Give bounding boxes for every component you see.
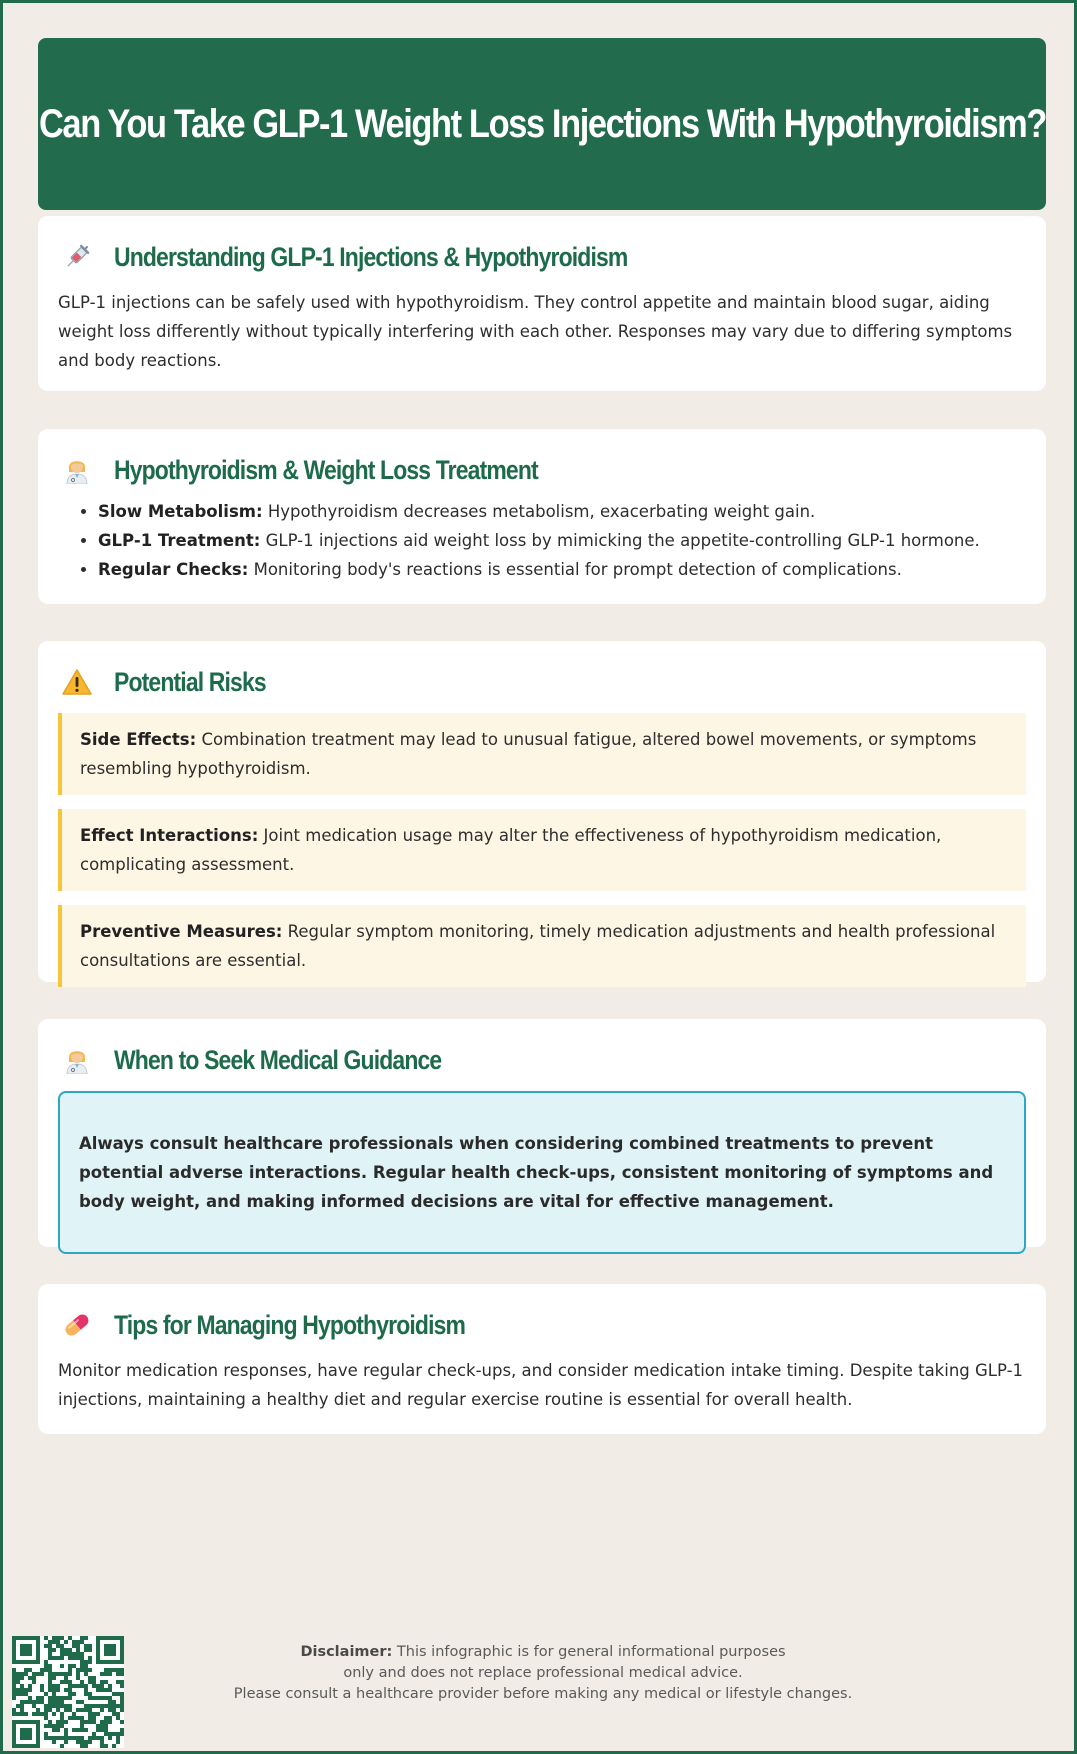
section-header [58, 240, 1026, 274]
syringe-icon [62, 242, 92, 272]
page-title: Can You Take GLP-1 Weight Loss Injections With Hypothyroidism? [38, 101, 1046, 146]
section-guidance [38, 1019, 1046, 1247]
section-understanding [38, 216, 1046, 391]
list-item: • Regular Checks: Monitoring body's reactions is essential for prompt detection of complications. [98, 555, 1026, 584]
section-heading: Hypothyroidism & Weight Loss Treatment [114, 454, 538, 485]
disclaimer [203, 1642, 883, 1705]
section-header [58, 453, 1026, 487]
pill-icon [62, 1310, 92, 1340]
disclaimer-line: Disclaimer: This infographic is for general informational purposes [300, 1644, 786, 1660]
section-heading: When to Seek Medical Guidance [114, 1044, 442, 1075]
risk-list [58, 713, 1026, 987]
section-treatment [38, 429, 1046, 604]
risk-item: Side Effects: Combination treatment may lead to unusual fatigue, altered bowel movements, or symptoms resembling hypothyroidism. [58, 713, 1026, 795]
risk-item: Preventive Measures: Regular symptom monitoring, timely medication adjustments and health professional consultations are essential. [58, 905, 1026, 987]
list-item: • GLP-1 Treatment: GLP-1 injections aid weight loss by mimicking the appetite-controlling GLP-1 hormone. [98, 526, 1026, 555]
section-text: Monitor medication responses, have regular check-ups, and consider medication intake timing. Despite taking GLP-1 injections, maintaining a healthy diet and regular exercise routine is essential for overall health. [58, 1361, 1024, 1409]
qr-code [12, 1636, 124, 1748]
section-header [58, 1043, 1026, 1077]
list-item: • Slow Metabolism: Hypothyroidism decreases metabolism, exacerbating weight gain. [98, 497, 1026, 526]
title-banner [38, 38, 1046, 210]
doctor-icon [62, 455, 92, 485]
section-heading: Potential Risks [114, 666, 266, 697]
section-header [58, 665, 1026, 699]
section-risks [38, 641, 1046, 982]
section-text: GLP-1 injections can be safely used with hypothyroidism. They control appetite and maintain blood sugar, aiding weight loss differently without typically interfering with each other. Responses may vary due to differing symptoms and body reactions. [58, 293, 1013, 370]
section-header [58, 1308, 1026, 1342]
section-heading: Understanding GLP-1 Injections & Hypothyroidism [114, 241, 628, 272]
disclaimer-line: only and does not replace professional medical advice. [343, 1665, 743, 1681]
warning-icon [62, 667, 92, 697]
section-heading: Tips for Managing Hypothyroidism [114, 1309, 466, 1340]
section-tips [38, 1284, 1046, 1434]
disclaimer-line: Please consult a healthcare provider before making any medical or lifestyle changes. [233, 1686, 853, 1702]
risk-item: Effect Interactions: Joint medication usage may alter the effectiveness of hypothyroidism medication, complicating assessment. [58, 809, 1026, 891]
treatment-list [58, 497, 1026, 584]
doctor-icon [62, 1045, 92, 1075]
guidance-callout: Always consult healthcare professionals when considering combined treatments to prevent potential adverse interactions. Regular health check-ups, consistent monitoring of symptoms and body weight, and making informed decisions are vital for effective management. [58, 1091, 1026, 1254]
